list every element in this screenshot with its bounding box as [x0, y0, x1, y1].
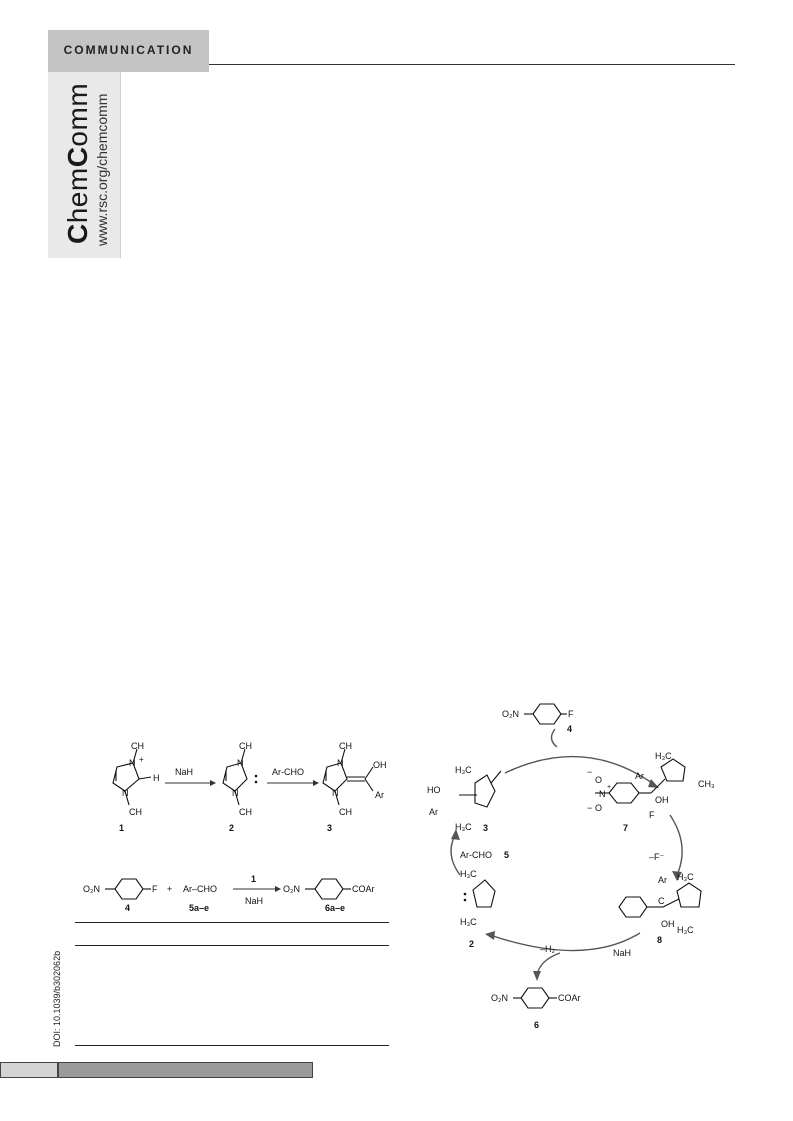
compound-1: [113, 741, 160, 833]
step-archo: Ar-CHO: [460, 850, 492, 860]
n-atom: N: [337, 758, 344, 768]
journal-logo-hem: hem: [62, 167, 93, 224]
n-atom: N: [232, 788, 239, 798]
ch3-bottom: CH: [339, 807, 352, 817]
n-atom: N: [122, 788, 129, 798]
label-2: 2: [469, 939, 475, 949]
o2n-group: O₂N: [491, 993, 508, 1003]
ch3-top: CH: [239, 741, 252, 751]
nitro-plus: +: [607, 784, 612, 791]
product-6: [491, 988, 581, 1030]
h3c-top: H₃C: [460, 869, 477, 879]
ar-group: Ar: [658, 875, 667, 885]
nitro-minus-top: −: [587, 767, 593, 777]
intermediate-7: [587, 751, 715, 833]
h3c-top: H₃C: [677, 872, 694, 882]
aldehyde: Ar–CHO: [183, 884, 218, 894]
label-2: 2: [229, 823, 235, 833]
ar-group: Ar: [375, 790, 384, 800]
h3c-bottom: H₃C: [455, 822, 472, 832]
table-rule-top: [75, 922, 389, 923]
cycle-arc-right: [670, 815, 682, 875]
ch3-bottom: CH: [129, 807, 142, 817]
plus-sign: +: [167, 884, 173, 894]
header-rule: [209, 64, 735, 65]
step-nah: NaH: [613, 948, 632, 958]
label-8: 8: [657, 935, 663, 945]
f-atom: F: [568, 709, 574, 719]
journal-url[interactable]: www.rsc.org/chemcomm: [94, 93, 110, 246]
oh-group: OH: [373, 760, 387, 770]
substrate-4: [502, 704, 574, 734]
o2n-group: O₂N: [83, 884, 100, 894]
journal-logo-c: C: [62, 223, 93, 244]
label-6: 6: [534, 1020, 540, 1030]
o2n-group: O₂N: [283, 884, 300, 894]
h3c-group: H₃C: [655, 751, 672, 761]
plus-charge: +: [139, 755, 144, 764]
journal-logo-c2: C: [62, 146, 93, 168]
o2n-group: O₂N: [502, 709, 519, 719]
step-minus-f: –F⁻: [649, 852, 665, 862]
f-atom: F: [152, 884, 158, 894]
cycle-arc-top: [505, 757, 655, 785]
f-atom: F: [649, 810, 655, 820]
coar-group: COAr: [558, 993, 581, 1003]
step-minus-h2: –H₂: [540, 944, 555, 954]
oh-group: OH: [661, 919, 675, 929]
label-3: 3: [483, 823, 489, 833]
footer-page-box: [0, 1062, 58, 1078]
h3c-top: H₃C: [455, 765, 472, 775]
coar-group: COAr: [352, 884, 375, 894]
table-rule-mid: [75, 945, 389, 946]
catalytic-cycle: [415, 695, 735, 1040]
label-4: 4: [125, 903, 131, 913]
ar-group: Ar: [429, 807, 438, 817]
compound-2: [223, 741, 257, 833]
above-arrow: 1: [251, 874, 257, 884]
footer-journal-bar: [58, 1062, 313, 1078]
doi-label: DOI: 10.1039/b302062b: [52, 950, 62, 1047]
label-4: 4: [567, 724, 573, 734]
h3c-bottom: H₃C: [460, 917, 477, 927]
label-7: 7: [623, 823, 629, 833]
label-1: 1: [119, 823, 125, 833]
table-rule-bottom: [75, 1045, 389, 1046]
section-label: COMMUNICATION: [63, 43, 194, 57]
intermediate-8: [619, 872, 701, 945]
h3c-bottom: H₃C: [677, 925, 694, 935]
scheme-2: [75, 868, 395, 918]
c-atom: C: [658, 896, 665, 906]
scheme-1: [95, 735, 395, 835]
step-archo-num: 5: [504, 850, 510, 860]
n-atom: N: [237, 758, 244, 768]
nitro-o-top: O: [595, 775, 603, 785]
intermediate-3: [427, 765, 501, 833]
n-atom: N: [332, 788, 339, 798]
nitro-minus-bot: −: [587, 803, 593, 813]
reagent-archo: Ar-CHO: [272, 767, 304, 777]
ch3-group: CH₃: [698, 779, 715, 789]
oh-group: OH: [655, 795, 669, 805]
journal-logo-omm: omm: [62, 82, 93, 147]
section-tab: [48, 30, 209, 72]
ar-group: Ar: [635, 771, 644, 781]
nitro-n: N: [599, 789, 606, 799]
below-arrow: NaH: [245, 896, 264, 906]
reagent-nah: NaH: [175, 767, 194, 777]
ch3-top: CH: [339, 741, 352, 751]
n-atom: N: [129, 758, 136, 768]
ch3-bottom: CH: [239, 807, 252, 817]
h-atom: H: [153, 773, 160, 783]
label-3: 3: [327, 823, 333, 833]
label-5: 5a–e: [189, 903, 210, 913]
substrate-entry-arrow: [551, 729, 557, 747]
nitro-o-bot: O: [595, 803, 603, 813]
compound-3: [323, 741, 387, 833]
benzene-ring: [115, 879, 143, 899]
benzene-ring: [315, 879, 343, 899]
cycle-arc-left: [451, 835, 460, 875]
label-6: 6a–e: [325, 903, 346, 913]
ch3-top: CH: [131, 741, 144, 751]
journal-logo: [62, 83, 94, 244]
ho-group: HO: [427, 785, 441, 795]
